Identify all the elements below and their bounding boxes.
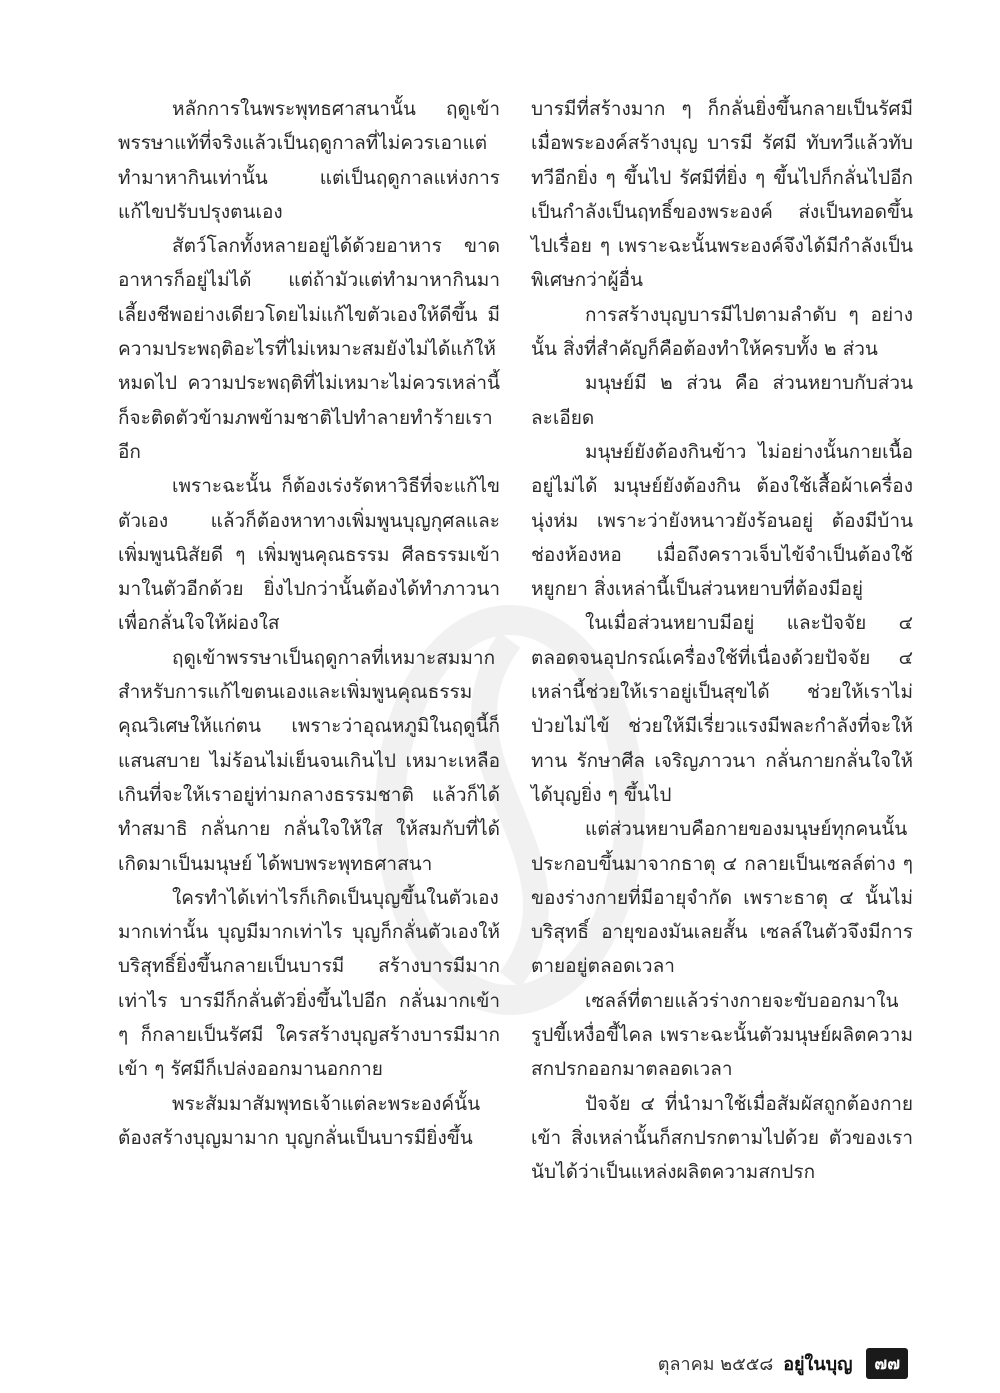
right-column [531, 92, 913, 1190]
left-paragraph-2: สัตว์โลกทั้งหลายอยู่ได้ด้วยอาหาร ขาดอาหารก็อยู่ไม่ได้ แต่ถ้ามัวแต่ทำมาหากินมาเลี้ยงชีพอย่างเดียวโดยไม่แก้ไขตัวเองให้ดีขึ้น มีความประพฤติอะไรที่ไม่เหมาะสมยังไม่ได้แก้ให้หมดไป ความประพฤติที่ไม่เหมาะไม่ควรเหล่านี้ ก็จะติดตัวข้ามภพข้ามชาติไปทำลายทำร้ายเราอีก [118, 235, 500, 463]
right-paragraph-2: มนุษย์มี ๒ ส่วน คือ ส่วนหยาบกับส่วนละเอียด [531, 372, 913, 429]
left-column [118, 92, 500, 1155]
left-paragraph-1: หลักการในพระพุทธศาสนานั้น ฤดูเข้าพรรษาแท้ที่จริงแล้วเป็นฤดูกาลที่ไม่ควรเอาแต่ทำมาหากินเท่านั้น แต่เป็นฤดูกาลแห่งการแก้ไขปรับปรุงตนเอง [118, 98, 500, 223]
left-paragraph-6: พระสัมมาสัมพุทธเจ้าแต่ละพระองค์นั้นต้องสร้างบุญมามาก บุญกลั่นเป็นบารมียิ่งขึ้น [118, 1092, 481, 1149]
right-paragraph-continued: บารมีที่สร้างมาก ๆ ก็กลั่นยิ่งขึ้นกลายเป็นรัศมีเมื่อพระองค์สร้างบุญ บารมี รัศมี ทับทวีแล้วทับทวีอีกยิ่ง ๆ ขึ้นไป รัศมีที่ยิ่ง ๆ ขึ้นไปก็กลั่นไปอีกเป็นกำลังเป็นฤทธิ์ของพระองค์ ส่งเป็นทอดขึ้นไปเรื่อย ๆ เพราะฉะนั้นพระองค์จึงได้มีกำลังเป็นพิเศษกว่าผู้อื่น [531, 98, 913, 292]
right-paragraph-7: ปัจจัย ๔ ที่นำมาใช้เมื่อสัมผัสถูกต้องกายเข้า สิ่งเหล่านั้นก็สกปรกตามไปด้วย ตัวของเรานับได้ว่าเป็นแหล่งผลิตความสกปรก [531, 1092, 913, 1184]
magazine-title: อยู่ในบุญ [783, 1353, 853, 1375]
issue-date: ตุลาคม ๒๕๕๘ [657, 1353, 774, 1375]
left-paragraph-4: ฤดูเข้าพรรษาเป็นฤดูกาลที่เหมาะสมมากสำหรับการแก้ไขตนเองและเพิ่มพูนคุณธรรม คุณวิเศษให้แก่ตน เพราะว่าอุณหภูมิในฤดูนี้ก็แสนสบาย ไม่ร้อนไม่เย็นจนเกินไป เหมาะเหลือเกินที่จะให้เราอยู่ท่ามกลางธรรมชาติ แล้วก็ได้ทำสมาธิ กลั่นกาย กลั่นใจให้ใส ให้สมกับที่ได้เกิดมาเป็นมนุษย์ ได้พบพระพุทธศาสนา [118, 646, 500, 875]
right-paragraph-4: ในเมื่อส่วนหยาบมีอยู่ และปัจจัย ๔ ตลอดจนอุปกรณ์เครื่องใช้ที่เนื่องด้วยปัจจัย ๔ เหล่านี้ช่วยให้เราอยู่เป็นสุขได้ ช่วยให้เราไม่ป่วยไม่ไข้ ช่วยให้มีเรี่ยวแรงมีพละกำลังที่จะให้ทาน รักษาศีล เจริญภาวนา กลั่นกายกลั่นใจให้ได้บุญยิ่ง ๆ ขึ้นไป [531, 612, 913, 806]
right-paragraph-6: เซลล์ที่ตายแล้วร่างกายจะขับออกมาในรูปขี้เหงื่อขี้ไคล เพราะฉะนั้นตัวมนุษย์ผลิตความสกปรกออกมาตลอดเวลา [531, 989, 913, 1081]
right-paragraph-5: แต่ส่วนหยาบคือกายของมนุษย์ทุกคนนั้น ประกอบขึ้นมาจากธาตุ ๔ กลายเป็นเซลล์ต่าง ๆ ของร่างกายที่มีอายุจำกัด เพราะธาตุ ๔ นั้นไม่บริสุทธิ์ อายุของมันเลยสั้น เซลล์ในตัวจึงมีการตายอยู่ตลอดเวลา [531, 818, 913, 978]
page-footer [658, 1349, 908, 1377]
right-paragraph-1: การสร้างบุญบารมีไปตามลำดับ ๆ อย่างนั้น สิ่งที่สำคัญก็คือต้องทำให้ครบทั้ง ๒ ส่วน [531, 303, 913, 361]
left-paragraph-3: เพราะฉะนั้น ก็ต้องเร่งรัดหาวิธีที่จะแก้ไขตัวเอง แล้วก็ต้องหาทางเพิ่มพูนบุญกุศลและเพิ่มพูนนิสัยดี ๆ เพิ่มพูนคุณธรรม ศีลธรรมเข้ามาในตัวอีกด้วย ยิ่งไปกว่านั้นต้องได้ทำภาวนาเพื่อกลั่นใจให้ผ่องใส [118, 475, 500, 635]
right-paragraph-3: มนุษย์ยังต้องกินข้าว ไม่อย่างนั้นกายเนื้ออยู่ไม่ได้ มนุษย์ยังต้องกิน ต้องใช้เสื้อผ้าเครื่องนุ่งห่ม เพราะว่ายังหนาวยังร้อนอยู่ ต้องมีบ้านช่องห้องหอ เมื่อถึงคราวเจ็บไข้จำเป็นต้องใช้หยูกยา สิ่งเหล่านี้เป็นส่วนหยาบที่ต้องมีอยู่ [531, 440, 913, 601]
left-paragraph-5: ใครทำได้เท่าไรก็เกิดเป็นบุญขึ้นในตัวเองมากเท่านั้น บุญมีมากเท่าไร บุญก็กลั่นตัวเองให้บริสุทธิ์ยิ่งขึ้นกลายเป็นบารมี สร้างบารมีมากเท่าไร บารมีก็กลั่นตัวยิ่งขึ้นไปอีก กลั่นมากเข้า ๆ ก็กลายเป็นรัศมี ใครสร้างบุญสร้างบารมีมากเข้า ๆ รัศมีก็เปล่งออกมานอกกาย [118, 886, 500, 1081]
page-number-badge: ๗๗ [866, 1348, 908, 1379]
